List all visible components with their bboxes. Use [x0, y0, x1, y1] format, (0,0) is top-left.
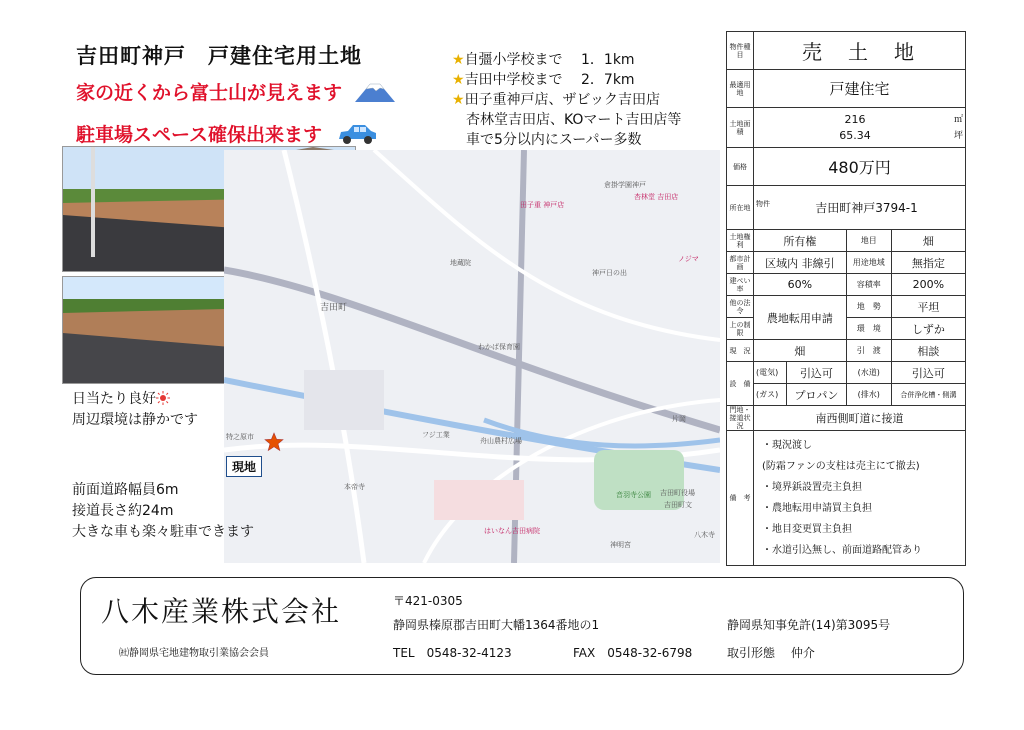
fax: FAX 0548-32-6798: [573, 646, 693, 660]
map-label: 神戸日の出: [592, 269, 627, 277]
map-label: 吉田町: [320, 303, 348, 313]
best-use: 戸建住宅: [754, 70, 966, 108]
price: 480万円: [754, 148, 966, 186]
headline-fuji: 家の近くから富士山が見えます: [76, 78, 397, 105]
map-label: 音羽寺公園: [616, 491, 651, 499]
map-label: はいなん吉田病院: [484, 527, 540, 535]
map-label: 杏林堂 吉田店: [634, 193, 679, 201]
map-label: わかば保育園: [478, 343, 520, 351]
map-label: 本帝寺: [344, 483, 365, 491]
feature-list: [452, 50, 681, 150]
map-label: 八木寺: [694, 531, 715, 539]
map-label: ノジマ: [678, 255, 699, 263]
spec-label: 最適用地: [727, 70, 754, 108]
star-icon: ★: [452, 52, 465, 68]
remarks: ・現況渡し (防霜ファンの支柱は売主にて撤去) ・境界鋲設置売主負担 ・農地転用申請買主負担 ・地目変更買主負担 ・水道引込無し、前面道路配管あり: [754, 431, 966, 566]
map-label: 吉田町役場: [660, 489, 695, 497]
star-icon: ★: [452, 72, 465, 88]
sunlight-note: 日当たり良好: [72, 389, 170, 410]
page-title: 吉田町神戸 戸建住宅用土地: [76, 44, 362, 68]
map-label: 舟山農村広場: [480, 437, 522, 445]
map-label: 田子重 神戸店: [520, 201, 565, 209]
feature-item: ★田子重神戸店、ザビック吉田店: [452, 92, 661, 108]
association: ㈳静岡県宅地建物取引業協会会員: [119, 648, 269, 659]
map-label: 特之原市: [226, 433, 254, 441]
road-note: 前面道路幅員6m 接道長さ約24m 大きな車も楽々駐車できます: [72, 482, 254, 540]
map-label: 倉掛学園神戸: [604, 181, 646, 189]
postal-code: 〒421-0305: [393, 594, 463, 608]
spec-label: 物件種目: [727, 32, 754, 70]
area-map[interactable]: [224, 150, 720, 563]
headline-parking: 駐車場スペース確保出来ます: [76, 120, 379, 147]
license: 静岡県知事免許(14)第3095号: [727, 618, 891, 632]
company-address: 静岡県榛原郡吉田町大幡1364番地の1: [393, 618, 600, 632]
map-label: 地蔵院: [450, 259, 471, 267]
company-name: 八木産業株式会社: [101, 595, 342, 628]
environment-note: 周辺環境は静かです: [72, 412, 198, 428]
feature-item: ★自彊小学校まで 1．1km: [452, 52, 635, 68]
sun-icon: [156, 391, 170, 405]
site-star-icon: [264, 432, 284, 452]
map-label: 吉田町文: [664, 501, 692, 509]
mount-fuji-icon: [353, 79, 397, 103]
star-icon: ★: [452, 92, 465, 108]
deal-type: 取引形態 仲介: [727, 646, 815, 660]
feature-item: 車で5分以内にスーパー多数: [466, 132, 642, 148]
spec-label: 土地面積: [727, 108, 754, 148]
site-label: 現地: [226, 456, 262, 477]
map-label: 片岡: [672, 415, 686, 423]
spec-label: 価格: [727, 148, 754, 186]
company-footer: [80, 577, 964, 675]
feature-item: 杏林堂吉田店、KOマート吉田店等: [466, 112, 682, 128]
property-type: 売 土 地: [754, 32, 966, 70]
spec-label: 所在地: [727, 186, 754, 230]
address: 物件 吉田町神戸3794-1: [754, 186, 966, 230]
tel[interactable]: TEL 0548-32-4123: [393, 646, 512, 660]
property-spec-table: 物件種目 売 土 地 最適用地 戸建住宅 土地面積 216 ㎡ 65.34 坪 価格 480万円 所在地 物件 吉田町神戸3794-1 土地権利 所有権 地目 畑 都市計画 区域内 非線引 用途地域 無指定 建ぺい率 60% 容積率 200% 他の法令 農地転用申請 地 勢 平坦 上の制限 環 境 しずか 現 況 畑 引 渡 相談 設 備 (電気) 引込可 (水道) 引込可 (ガス) プロパン (排水) 合併浄化槽・側溝 門地・接道状況 南西側町道に接道 備 考 ・現況渡し (防霜ファンの支柱は売主にて撤去) ・境界鋲設置売主負担 ・農地転用申請買主負担 ・地目変更買主負担 ・水道引込無し、前面道路配管あり: [726, 31, 966, 566]
car-icon: [335, 122, 379, 146]
map-label: 神明宮: [610, 541, 631, 549]
feature-item: ★吉田中学校まで 2．7km: [452, 72, 635, 88]
map-label: フジ工業: [422, 431, 450, 439]
land-area: 216 ㎡ 65.34 坪: [754, 108, 966, 148]
